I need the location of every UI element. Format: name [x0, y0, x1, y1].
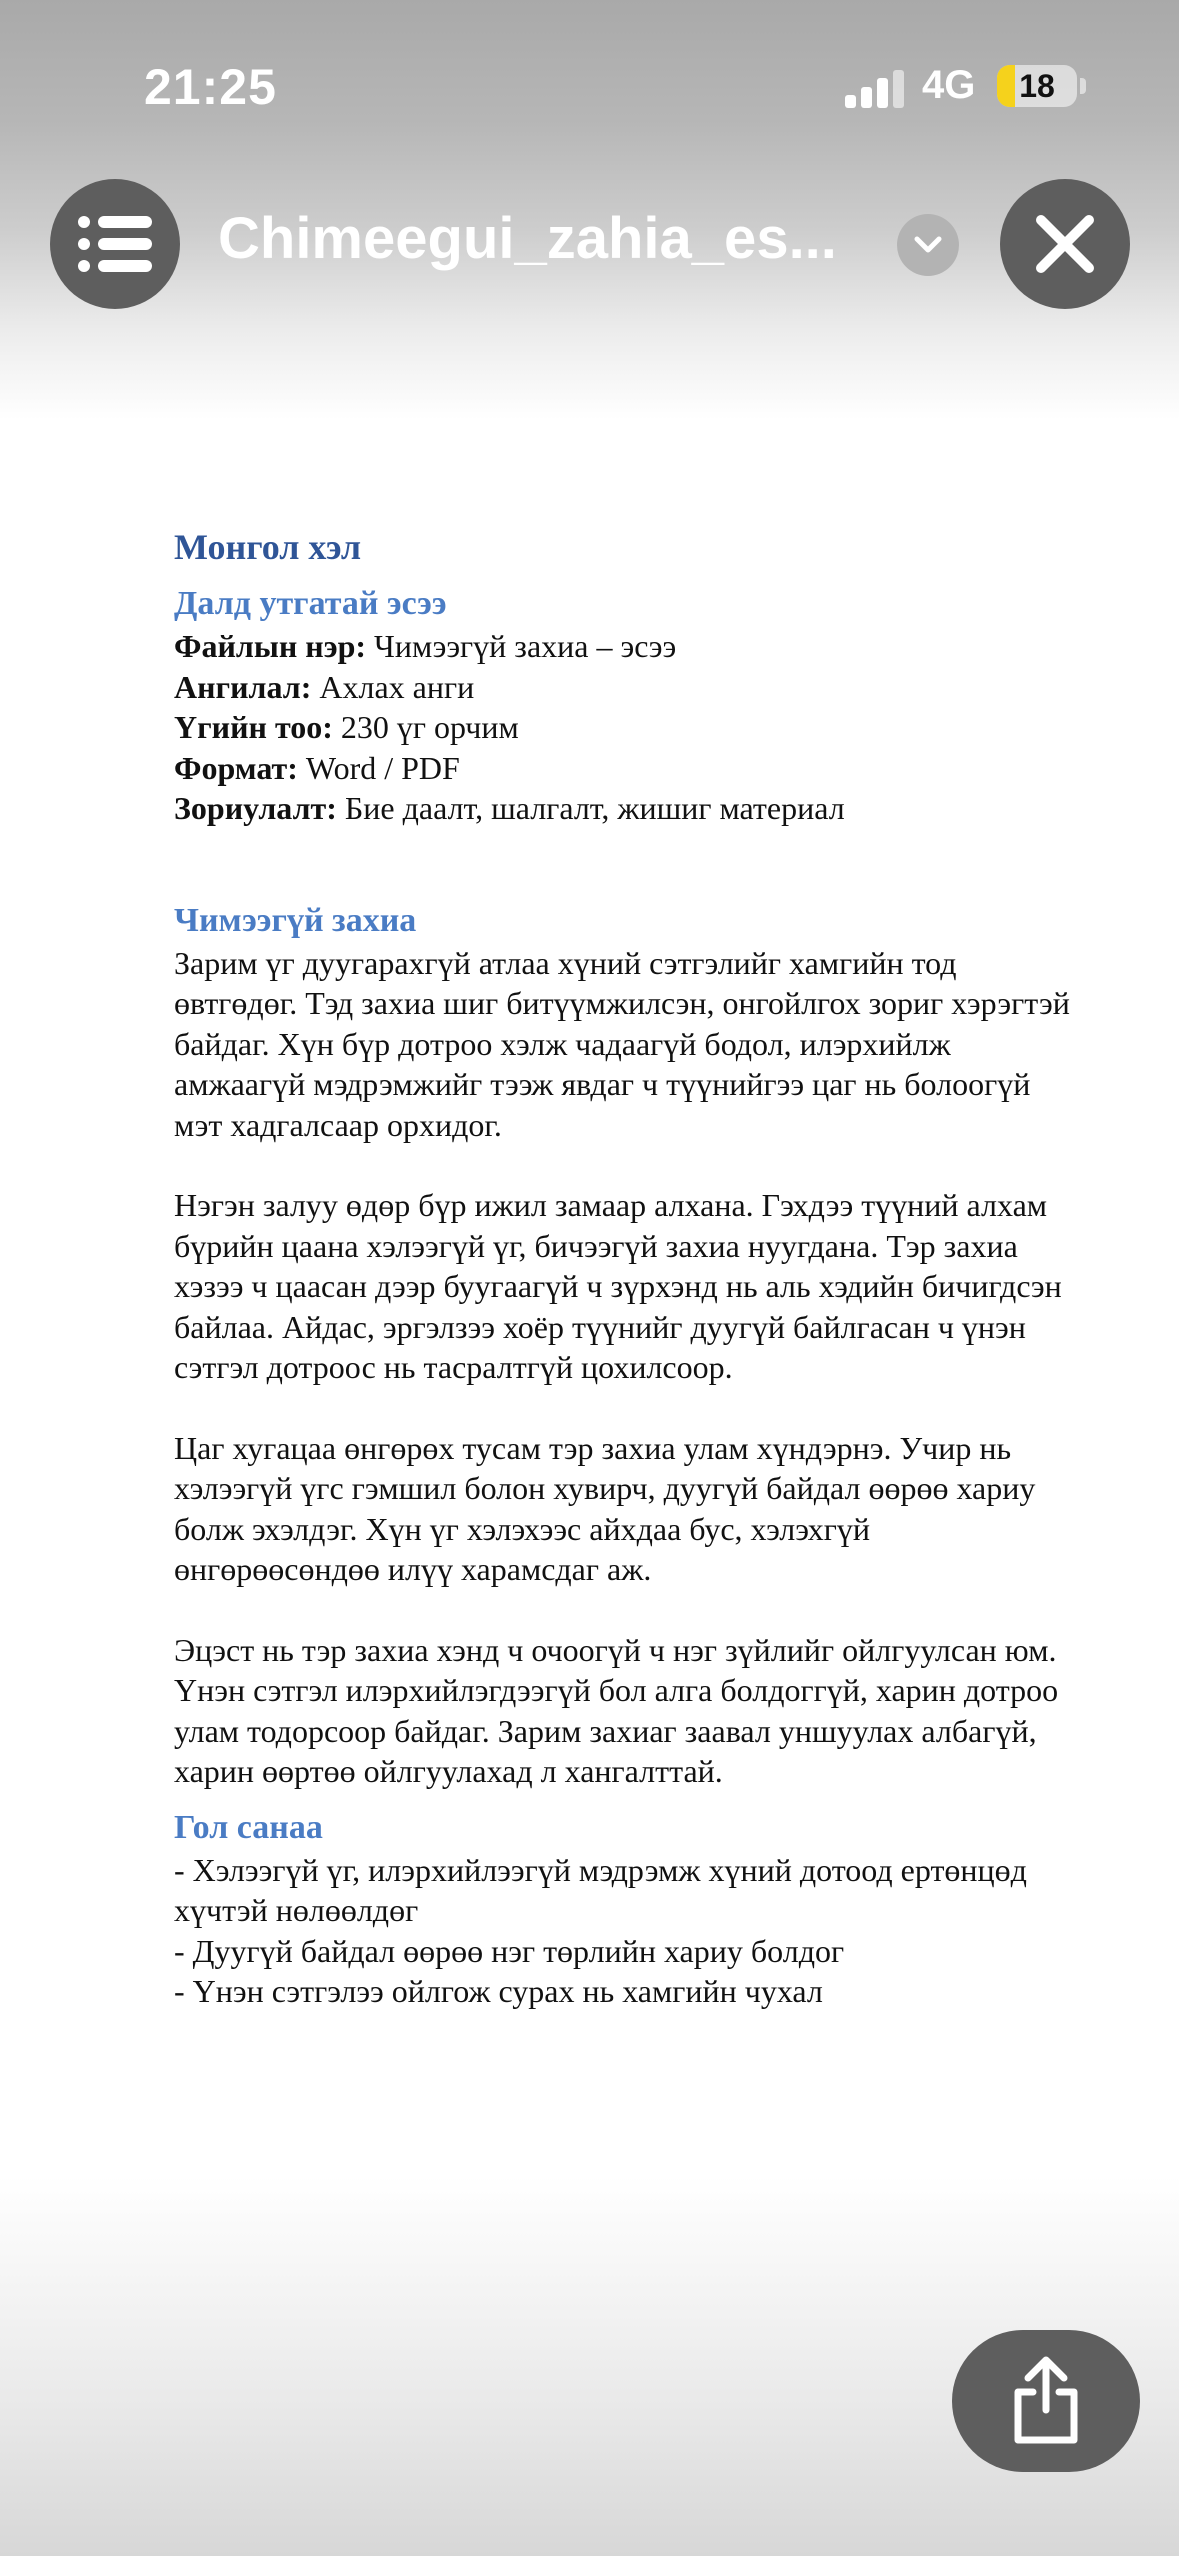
signal-icon [845, 68, 905, 108]
status-time: 21:25 [144, 59, 277, 115]
main-idea-item: - Дуугүй байдал өөрөө нэг төрлийн хариу болдог [174, 1932, 845, 1969]
share-button[interactable] [952, 2330, 1140, 2472]
close-button[interactable] [1000, 179, 1130, 309]
meta-format: Формат: Word / PDF [174, 749, 460, 786]
essay-paragraph: Зарим үг дуугарахгүй атлаа хүний сэтгэлийг хамгийн тод өвтгөдөг. Тэд захиа шиг битүүмжилсэн, онгойлгох зориг хэрэгтэй байдаг. Хүн бүр дотроо хэлж чадаагүй бодол, илэрхийлж амжаагүй мэдрэмжийг тээж явдаг ч түүнийгээ цаг нь болоогүй мэт хадгалсаар орхидог. [174, 944, 1070, 1143]
meta-word-count: Үгийн тоо: 230 үг орчим [174, 709, 519, 745]
essay-title: Чимээгүй захиа [174, 901, 417, 939]
network-type: 4G [922, 63, 976, 107]
battery-percentage: 18 [1019, 68, 1055, 104]
share-icon [1006, 2352, 1086, 2448]
file-metadata [174, 626, 1074, 829]
essay-paragraph: Эцэст нь тэр захиа хэнд ч очоогүй ч нэг зүйлийг ойлгуулсан юм. Үнэн сэтгэл илэрхийлэгдээгүй бол алга болдоггүй, харин дотроо улам тодорсоор байдаг. Зарим захиаг заавал уншуулах албагүй, харин өөртөө ойлгуулахад л хангалттай. [174, 1631, 1059, 1789]
essay-paragraph: Нэгэн залуу өдөр бүр ижил замаар алхана. Гэхдээ түүний алхам бүрийн цаана хэлээгүй үг, бичээгүй захиа нуугдана. Тэр захиа хэзээ ч цаасан дээр буугаагүй ч зүрхэнд нь аль хэдийн бичигдсэн байлаа. Айдас, эргэлзээ хоёр түүнийг дуугүй байлгасан ч үнэн сэтгэл дотроос нь тасралтгүй цохилсоор. [174, 1187, 1062, 1385]
chevron-down-icon [913, 234, 943, 256]
subject-heading: Монгол хэл [174, 527, 362, 567]
essay-paragraph: Цаг хугацаа өнгөрөх тусам тэр захиа улам хүндэрнэ. Учир нь хэлээгүй үгс гэмшил болон хувирч, дуугүй байдал өөрөө хариу болж эхэлдэг. Хүн үг хэлэхээс айхдаа бус, хэлэхгүй өнгөрөөсөндөө илүү харамсдаг аж. [174, 1429, 1036, 1587]
document-content [174, 522, 1074, 2012]
main-idea-item: - Үнэн сэтгэлээ ойлгож сурах нь хамгийн чухал [174, 1973, 823, 2009]
meta-filename: Файлын нэр: Чимээгүй захиа – эсээ [174, 628, 677, 664]
main-idea-item: - Хэлээгүй үг, илэрхийлээгүй мэдрэмж хүний дотоод ертөнцөд хүчтэй нөлөөлдөг [174, 1851, 1027, 1928]
battery-icon [997, 65, 1077, 107]
document-title[interactable]: Chimeegui_zahia_es... [218, 206, 837, 271]
title-dropdown-button[interactable] [897, 214, 959, 276]
main-idea-heading: Гол санаа [174, 1808, 323, 1846]
meta-category: Ангилал: Ахлах анги [174, 668, 475, 705]
close-icon [1035, 214, 1095, 274]
menu-button[interactable] [50, 179, 180, 309]
battery-cap [1080, 78, 1086, 94]
section-heading: Далд утгатай эсээ [174, 585, 447, 622]
meta-purpose: Зориулалт: Бие даалт, шалгалт, жишиг материал [174, 790, 845, 826]
